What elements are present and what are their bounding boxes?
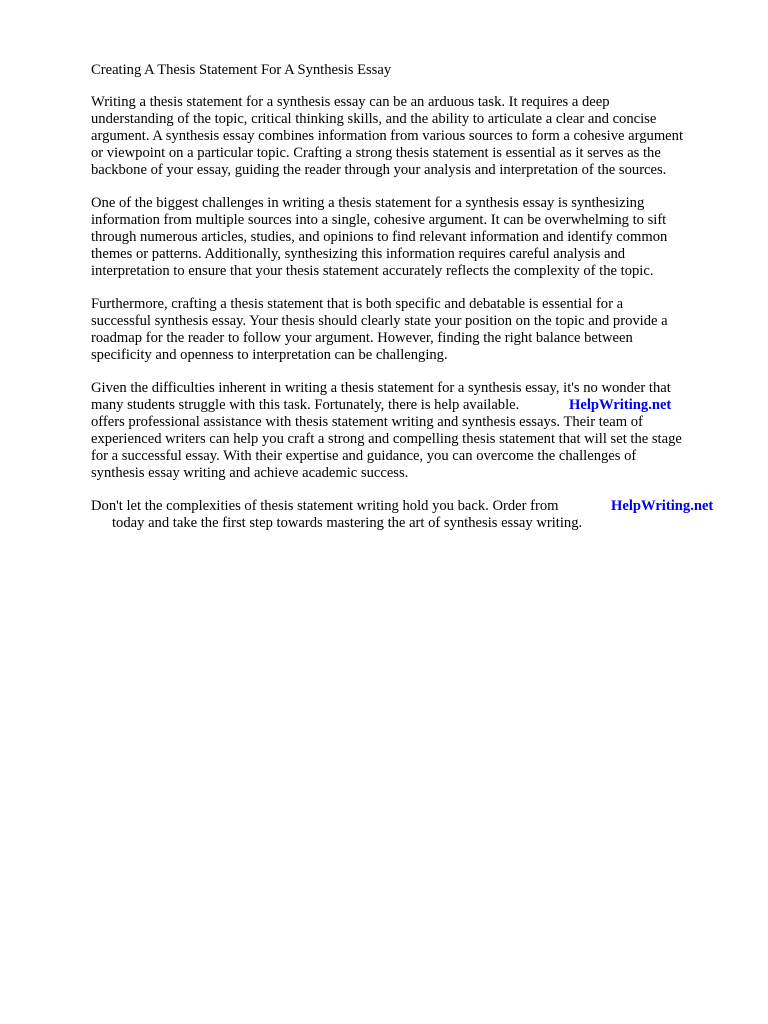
paragraph-2-line: information from multiple sources into a single, cohesive argument. It can be overwhelming to sift — [91, 212, 667, 228]
paragraph-2-line: interpretation to ensure that your thesis statement accurately reflects the complexity of the topic. — [91, 263, 654, 279]
paragraph-3-line: successful synthesis essay. Your thesis should clearly state your position on the topic and provide a — [91, 313, 668, 329]
paragraph-3-line: roadmap for the reader to follow your argument. However, finding the right balance between — [91, 330, 633, 346]
paragraph-2-line: through numerous articles, studies, and opinions to find relevant information and identify common — [91, 229, 668, 245]
helpwriting-link[interactable]: HelpWriting.net — [611, 498, 714, 514]
paragraph-4-line: for a successful essay. With their expertise and guidance, you can overcome the challenges of — [91, 448, 637, 464]
paragraph-4-line: synthesis essay writing and achieve academic success. — [91, 465, 409, 481]
helpwriting-link[interactable]: HelpWriting.net — [569, 397, 672, 413]
paragraph-4-line: many students struggle with this task. Fortunately, there is help available. — [91, 397, 520, 413]
paragraph-1-line: backbone of your essay, guiding the reader through your analysis and interpretation of the sources. — [91, 162, 667, 178]
paragraph-4-line: Given the difficulties inherent in writing a thesis statement for a synthesis essay, it's no wonder that — [91, 380, 671, 396]
paragraph-1-line: Writing a thesis statement for a synthesis essay can be an arduous task. It requires a deep — [91, 94, 610, 110]
document-title: Creating A Thesis Statement For A Synthesis Essay — [91, 62, 392, 78]
paragraph-4-line: experienced writers can help you craft a strong and compelling thesis statement that will set the stage — [91, 431, 682, 447]
paragraph-1-line: or viewpoint on a particular topic. Crafting a strong thesis statement is essential as it serves as the — [91, 145, 661, 161]
paragraph-5-line: today and take the first step towards mastering the art of synthesis essay writing. — [112, 515, 583, 531]
paragraph-3-line: Furthermore, crafting a thesis statement that is both specific and debatable is essential for a — [91, 296, 624, 312]
paragraph-3-line: specificity and openness to interpretation can be challenging. — [91, 347, 448, 363]
paragraph-1-line: argument. A synthesis essay combines information from various sources to form a cohesive argument — [91, 128, 684, 144]
paragraph-2-line: themes or patterns. Additionally, synthesizing this information requires careful analysis and — [91, 246, 626, 262]
paragraph-4-line: offers professional assistance with thesis statement writing and synthesis essays. Their team of — [91, 414, 643, 430]
paragraph-5-line: Don't let the complexities of thesis statement writing hold you back. Order from — [91, 498, 559, 514]
paragraph-2-line: One of the biggest challenges in writing a thesis statement for a synthesis essay is synthesizing — [91, 195, 645, 211]
paragraph-1-line: understanding of the topic, critical thinking skills, and the ability to articulate a clear and concise — [91, 111, 657, 127]
